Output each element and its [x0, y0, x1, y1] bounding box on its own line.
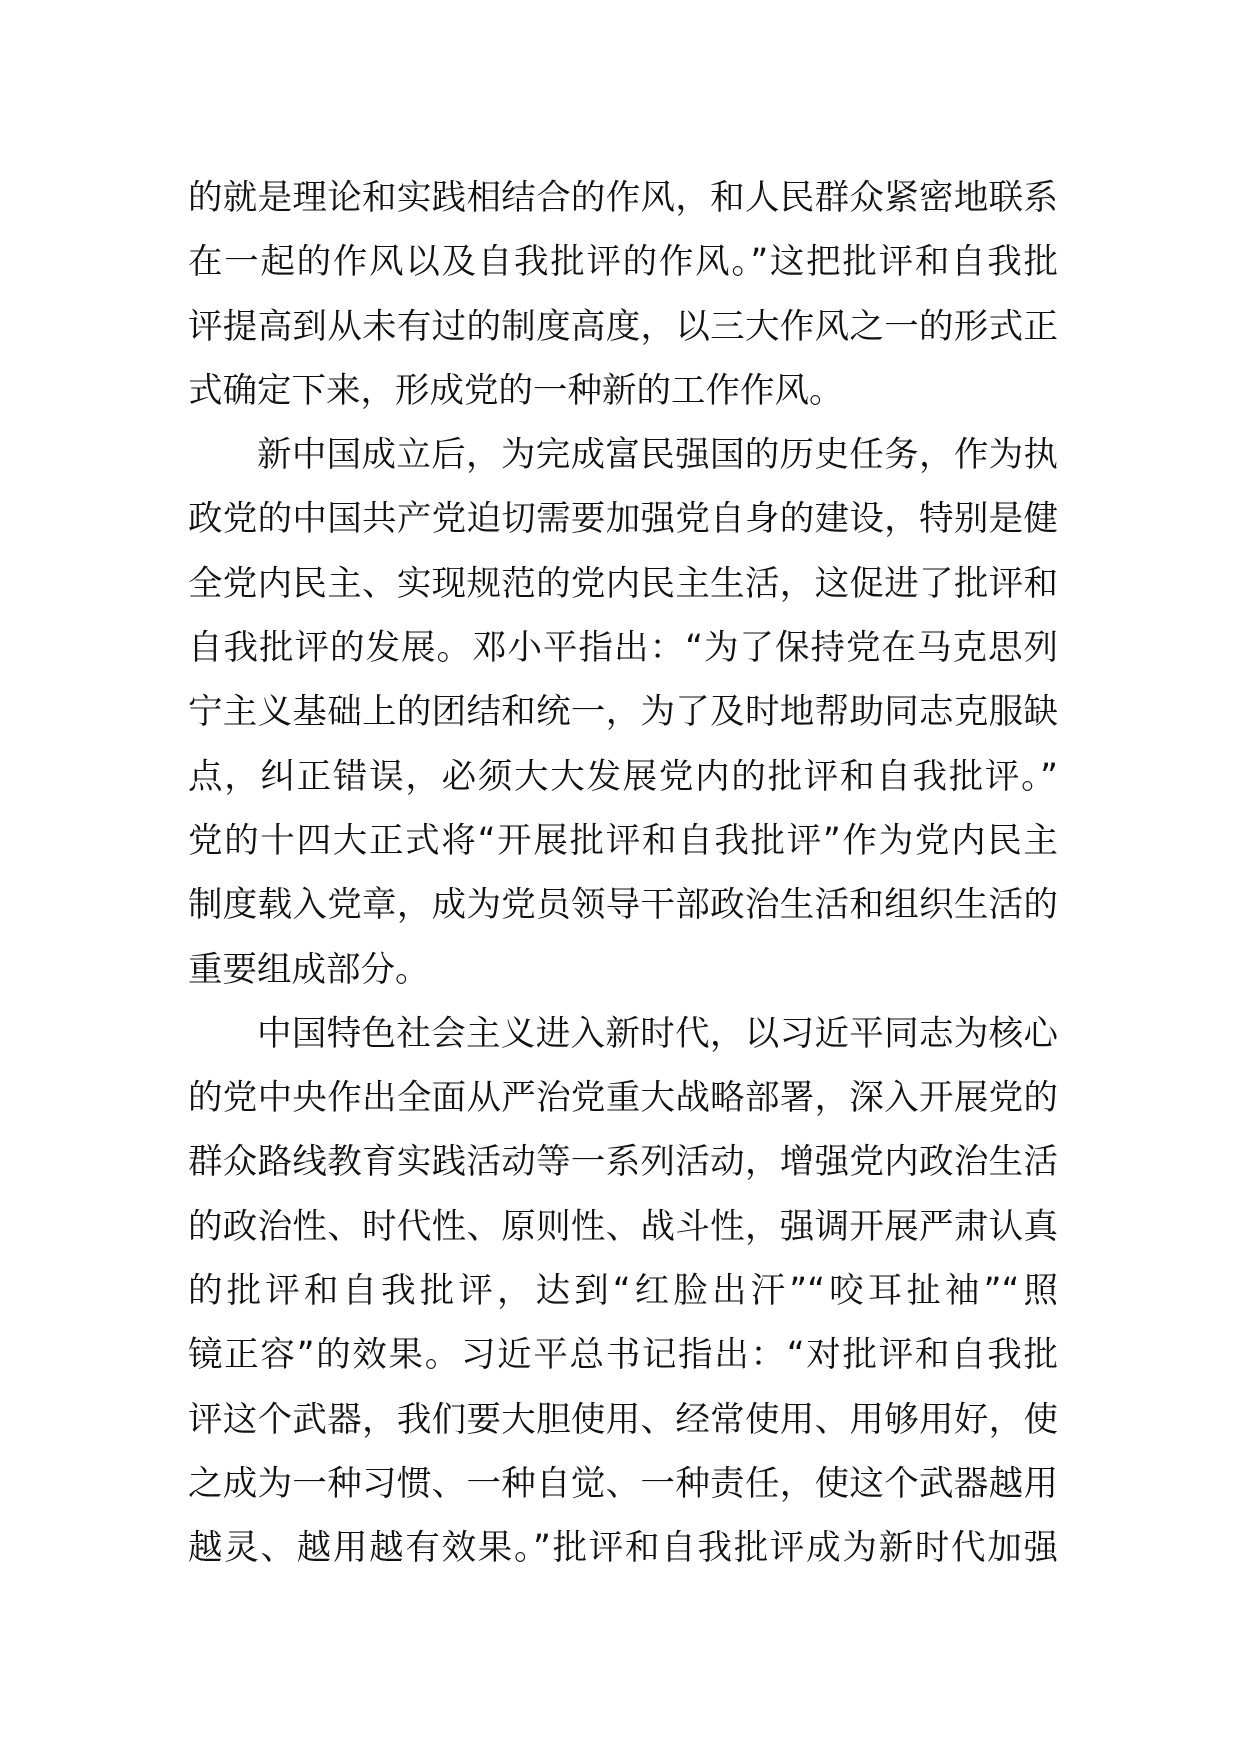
- text-line: 之成为一种习惯、一种自觉、一种责任，使这个武器越用: [188, 1463, 1058, 1504]
- text-line: 的政治性、时代性、原则性、战斗性，强调开展严肃认真: [188, 1206, 1058, 1247]
- body-text: [188, 166, 1058, 1581]
- paragraph-first-line: 中国特色社会主义进入新时代，以习近平同志为核心: [257, 1013, 1058, 1054]
- text-line: 自我批评的发展。邓小平指出：“为了保持党在马克思列: [188, 628, 1058, 669]
- paragraph-first-line: 新中国成立后，为完成富民强国的历史任务，作为执: [257, 435, 1058, 476]
- text-line: 镜正容”的效果。习近平总书记指出：“对批评和自我批: [188, 1335, 1058, 1376]
- text-line: 点，纠正错误，必须大大发展党内的批评和自我批评。”: [188, 756, 1058, 797]
- text-line: 党的十四大正式将“开展批评和自我批评”作为党内民主: [188, 820, 1058, 861]
- text-line: 在一起的作风以及自我批评的作风。”这把批评和自我批: [188, 242, 1058, 283]
- text-line: 制度载入党章，成为党员领导干部政治生活和组织生活的: [188, 885, 1058, 926]
- text-line: 的党中央作出全面从严治党重大战略部署，深入开展党的: [188, 1078, 1058, 1119]
- text-line: 政党的中国共产党迫切需要加强党自身的建设，特别是健: [188, 499, 1058, 540]
- text-line: 群众路线教育实践活动等一系列活动，增强党内政治生活: [188, 1142, 1058, 1183]
- text-line: 全党内民主、实现规范的党内民主生活，这促进了批评和: [188, 563, 1058, 604]
- text-line: 评提高到从未有过的制度高度，以三大作风之一的形式正: [188, 306, 1058, 347]
- text-line: 宁主义基础上的团结和统一，为了及时地帮助同志克服缺: [188, 692, 1058, 733]
- text-line: 评这个武器，我们要大胆使用、经常使用、用够用好，使: [188, 1399, 1058, 1440]
- text-line: 重要组成部分。: [188, 949, 430, 990]
- text-line: 的就是理论和实践相结合的作风，和人民群众紧密地联系: [188, 178, 1058, 218]
- text-line: 的批评和自我批评，达到“红脸出汗”“咬耳扯袖”“照: [188, 1271, 1058, 1312]
- text-line: 式确定下来，形成党的一种新的工作作风。: [188, 370, 844, 411]
- text-line: 越灵、越用越有效果。”批评和自我批评成为新时代加强: [188, 1528, 1058, 1569]
